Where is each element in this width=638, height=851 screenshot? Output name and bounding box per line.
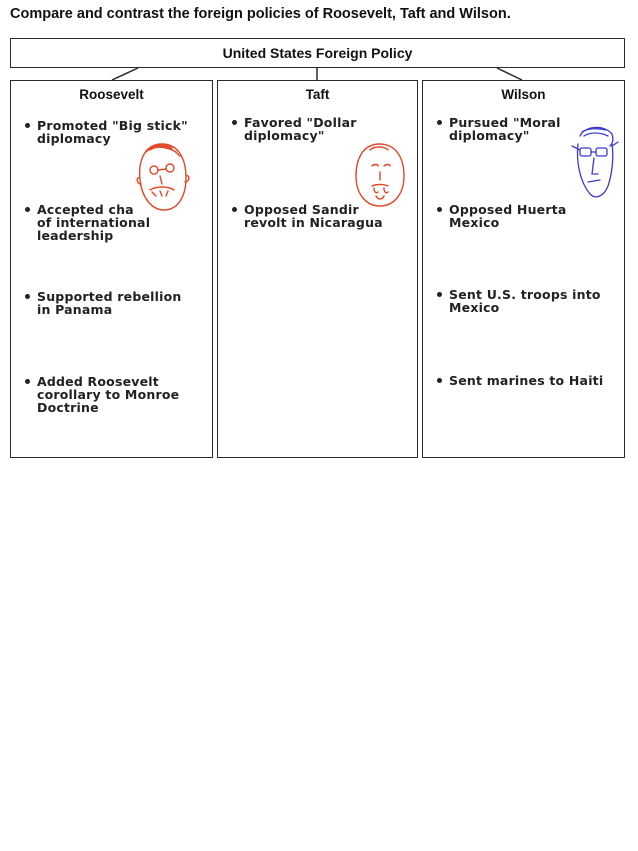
chart-title: United States Foreign Policy: [222, 45, 413, 61]
list-item: [25, 290, 204, 316]
column-header-wilson: Wilson: [501, 87, 546, 102]
list-item-text: Opposed Huerta Mexico: [449, 202, 567, 230]
list-item-text: Added Roosevelt corollary to Monroe Doctrine: [37, 374, 180, 415]
list-item-text: Sent marines to Haiti: [449, 373, 604, 388]
taft-column: [217, 80, 418, 458]
roosevelt-face-doodle-icon: [132, 138, 192, 218]
list-item-text: Promoted "Big stick" diplomacy: [37, 118, 188, 146]
wilson-face-doodle-icon: [568, 122, 620, 204]
list-item-text: Supported rebellion in Panama: [37, 289, 182, 317]
taft-face-doodle-icon: [352, 140, 408, 212]
list-item-text: Sent U.S. troops into Mexico: [449, 287, 601, 315]
roosevelt-column: [10, 80, 213, 458]
list-item: [232, 116, 409, 142]
list-item: [437, 288, 616, 314]
list-item: [437, 374, 616, 387]
page-heading: Compare and contrast the foreign policies of Roosevelt, Taft and Wilson.: [10, 6, 511, 22]
column-header-roosevelt: Roosevelt: [79, 87, 144, 102]
list-item-text: Pursued "Moral diplomacy": [449, 115, 561, 143]
column-header-taft: Taft: [305, 87, 330, 102]
list-item-text: Accepted cha of international leadership: [37, 202, 151, 243]
list-item: [25, 375, 204, 414]
list-item-text: Opposed Sandir revolt in Nicaragua: [244, 202, 383, 230]
list-item: [437, 203, 616, 229]
list-item-text: Favored "Dollar diplomacy": [244, 115, 357, 143]
